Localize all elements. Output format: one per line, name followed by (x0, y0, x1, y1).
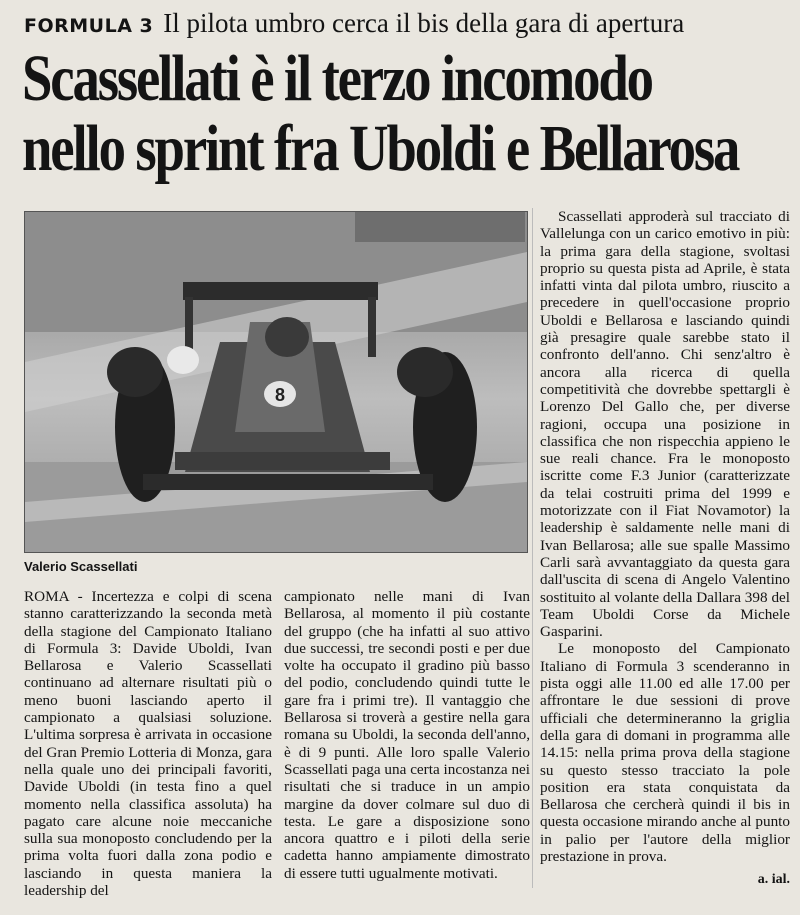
paragraph: ROMA - Incertezza e colpi di scena stanno caratterizzando la seconda metà della stagione del Campionato Italiano di Formula 3: Davide Uboldi, Ivan Bellarosa e Valerio Scassellati continuano ad alternare risultati più o meno buoni lasciando aperto il campionato a qualsiasi soluzione. L'ultima sorpresa è arrivata in occasione del Gran Premio Lotteria di Monza, gara nella quale uno dei principali favoriti, Davide Uboldi (in testa fino a quel momento nella classifica assoluta) ha pagato care alcune noie meccaniche sulla sua monoposto concludendo per la prima volta fuori dalla zona podio e lasciando in questa maniera la leadership del (24, 588, 272, 900)
headline (22, 44, 800, 184)
section-label: FORMULA 3 (24, 15, 154, 37)
column-divider (532, 208, 533, 888)
column-1 (24, 588, 272, 899)
headline-line-2: nello sprint fra Uboldi e Bellarosa (22, 112, 739, 185)
kicker-line (24, 8, 784, 42)
column-3 (540, 208, 790, 889)
paragraph: Scassellati approderà sul tracciato di Vallelunga con un carico emotivo in più: la prima gara della stagione, svoltasi proprio su questa pista ad Aprile, è stata infatti vinta dal pilota umbro, riuscito a precedere in quell'occasione proprio Uboldi e Bellarosa e lasciando quindi già presagire quale sarebbe stato il confronto dell'anno. Chi senz'altro è ancora alla ricerca di quella competitività che dovrebbe spettargli è Lorenzo Del Gallo che, per diverse ragioni, occupa una posizione in classifica che non rispecchia appieno le sue reali chance. Fra le monoposto iscritte come F.3 Junior (caratterizzate da telai costruiti prima del 1999 e motorizzate con il Fiat Novamotor) la leadership è saldamente nelle mani di Ivan Bellarosa; alle sue spalle Massimo Carli sarà avvantaggiato da questa gara dall'uscita di scena di Angelo Valentino sostituito al volante della Dallara 398 del Team Uboldi Corse da Michele Gasparini. (540, 208, 790, 641)
race-car-photo (24, 211, 528, 553)
paragraph: campionato nelle mani di Ivan Bellarosa, al momento il più costante del gruppo (che ha infatti al suo attivo due successi, tre secondi posti e per due volte ha occupato il gradino più basso del podio, concludendo quindi tutte le gare fra i primi tre). Il vantaggio che Bellarosa si troverà a gestire nella gara romana su Uboldi, la seconda dell'anno, è di 9 punti. Alle loro spalle Valerio Scassellati paga una certa incostanza nei risultati che si traduce in un ampio margine da dover colmare sul duo di testa. Le gare a disposizione sono ancora quattro e i piloti della serie cadetta hanno ampiamente dimostrato di essere tutti ugualmente motivati. (284, 588, 530, 882)
headline-line-1: Scassellati è il terzo incomodo (22, 42, 652, 115)
subheadline: Il pilota umbro cerca il bis della gara di apertura (163, 8, 685, 38)
paragraph: Le monoposto del Campionato Italiano di Formula 3 scenderanno in pista oggi alle 11.00 ed alle 17.00 per affrontare le due sessioni di prove ufficiali che determineranno la griglia della gara di domani in programma alle 14.15: nella prima prova della stagione su questo stesso tracciato la pole position era stata conquistata da Bellarosa che cercherà quindi il bis in questa occasione mirando anche al punto in palio per l'autore della miglior prestazione in prova. (540, 640, 790, 865)
column-2 (284, 588, 530, 882)
author-byline: a. ial. (757, 872, 790, 888)
formula-car-illustration (25, 212, 527, 552)
photo-caption: Valerio Scassellati (24, 559, 138, 574)
car-number: 8 (274, 385, 286, 405)
